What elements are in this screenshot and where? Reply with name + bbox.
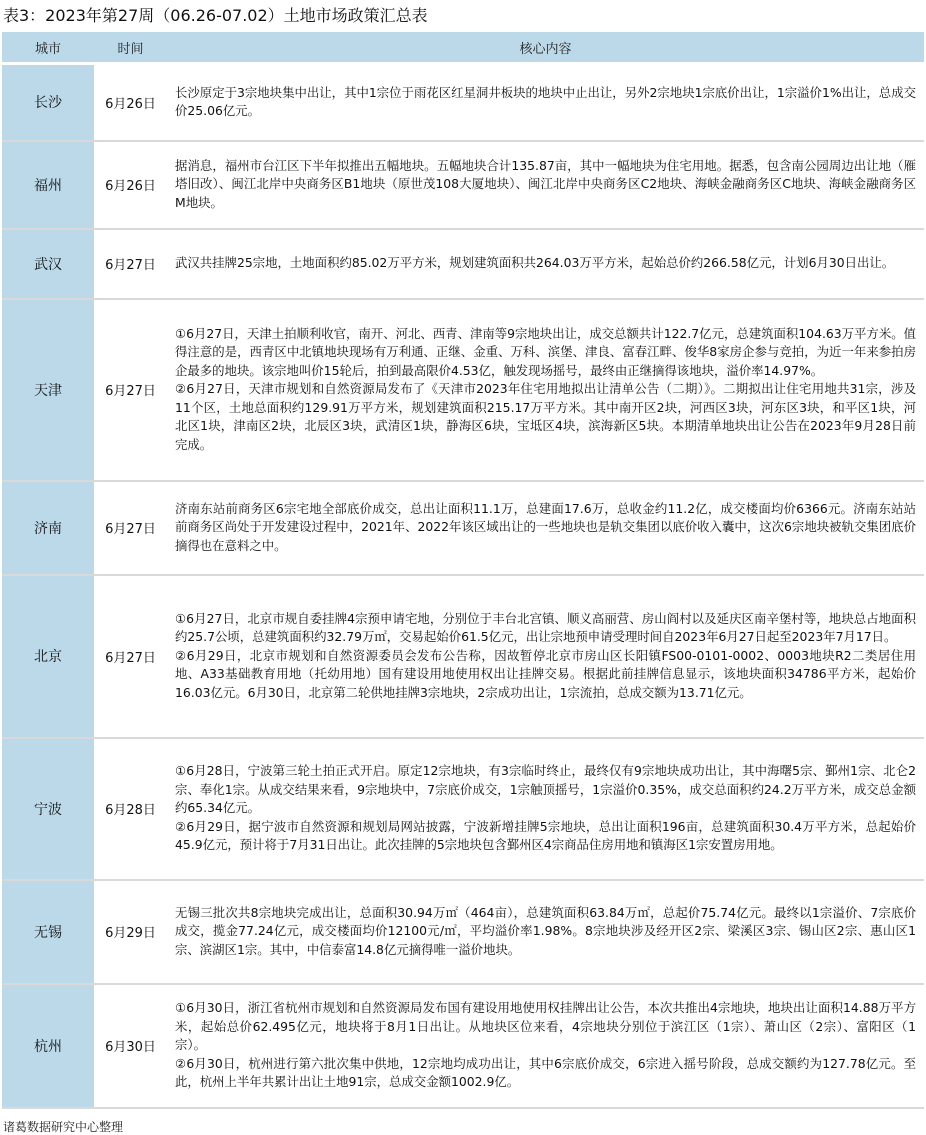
table-row [2, 141, 924, 229]
header-city: 城市 [2, 32, 94, 64]
date-cell: 6月27日 [94, 229, 167, 299]
table-row [2, 229, 924, 299]
content-paragraph: ②6月29日，据宁波市自然资源和规划局网站披露，宁波新增挂牌5宗地块，总出让面积196亩，总建筑面积30.4万平方米，总起始价45.9亿元，预计将于7月31日出让。此次挂牌的5宗地块包含鄞州区4宗商品住房用地和镇海区1宗安置房用地。 [175, 818, 916, 853]
content-paragraph: ①6月27日，北京市规自委挂牌4宗预申请宅地，分别位于丰台北宫镇、顺义高丽营、房山阎村以及延庆区南辛堡村等，地块总占地面积约25.7公顷，总建筑面积约32.79万㎡，交易起始价61.5亿元，出让宗地预申请受理时间自2023年6月27日起至2023年7月17日。 [175, 610, 916, 645]
table-title: 表3：2023年第27周（06.26-07.02）土地市场政策汇总表 [3, 6, 428, 25]
date-cell: 6月30日 [94, 984, 167, 1108]
source-note: 诸葛数据研究中心整理 [3, 1120, 124, 1134]
city-cell: 武汉 [2, 229, 94, 299]
content-cell [167, 229, 924, 299]
content-paragraph: ②6月29日，北京市规划和自然资源委员会发布公告称，因故暂停北京市房山区长阳镇FS00-0101-0002、0003地块R2二类居住用地、A33基础教育用地（托幼用地）国有建设用地使用权出让挂牌交易。根据此前挂牌信息显示，该地块面积34786平方米，起始价16.03亿元。6月30日，北京第二轮供地挂牌3宗地块，2宗成功出让，1宗流拍，总成交额为13.71亿元。 [175, 647, 916, 700]
content-cell [167, 880, 924, 984]
city-cell: 长沙 [2, 64, 94, 141]
header-date: 时间 [94, 32, 167, 64]
content-paragraph: ①6月30日，浙江省杭州市规划和自然资源局发布国有建设用地使用权挂牌出让公告，本次共推出4宗地块，地块出让面积14.88万平方米，起始总价62.495亿元，地块将于8月1日出让。从地块区位来看，4宗地块分别位于滨江区（1宗）、萧山区（2宗）、富阳区（1宗）。 [175, 1000, 916, 1053]
content-cell [167, 141, 924, 229]
table-row [2, 880, 924, 984]
content-paragraph: ②6月27日，天津市规划和自然资源局发布了《天津市2023年住宅用地拟出让清单公告（二期）》。二期拟出让住宅用地共31宗，涉及11个区，土地总面积约129.91万平方米，规划建筑面积215.17万平方米。其中南开区2块，河西区3块，河东区3块，和平区1块，河北区1块，津南区2块，北辰区3块，武清区1块，静海区6块，宝坻区4块，滨海新区5块。本期清单地块出让公告在2023年9月28日前完成。 [175, 381, 916, 452]
date-cell: 6月29日 [94, 880, 167, 984]
content-paragraph: 无锡三批次共8宗地块完成出让，总面积30.94万㎡（464亩），总建筑面积63.84万㎡，总起价75.74亿元。最终以1宗溢价、7宗底价成交，揽金77.24亿元，成交楼面均价12100元/㎡，平均溢价率1.98%。8宗地块涉及经开区2宗、梁溪区3宗、锡山区2宗、惠山区1宗、滨湖区1宗。其中，中信泰富14.8亿元摘得唯一溢价地块。 [175, 904, 916, 957]
city-cell: 北京 [2, 575, 94, 738]
date-cell: 6月28日 [94, 738, 167, 880]
city-cell: 无锡 [2, 880, 94, 984]
policy-table [2, 32, 924, 1109]
city-cell: 济南 [2, 481, 94, 575]
date-cell: 6月27日 [94, 299, 167, 481]
city-cell: 宁波 [2, 738, 94, 880]
date-cell: 6月26日 [94, 64, 167, 141]
city-cell: 杭州 [2, 984, 94, 1108]
content-cell [167, 481, 924, 575]
content-paragraph: 长沙原定于3宗地块集中出让，其中1宗位于雨花区红星洞井板块的地块中止出让，另外2宗地块1宗底价出让，1宗溢价1%出让，总成交价25.06亿元。 [175, 84, 916, 119]
header-row [2, 32, 924, 64]
content-cell [167, 984, 924, 1108]
content-cell [167, 64, 924, 141]
content-cell [167, 575, 924, 738]
table-row [2, 575, 924, 738]
content-cell [167, 738, 924, 880]
date-cell: 6月26日 [94, 141, 167, 229]
table-row [2, 299, 924, 481]
content-paragraph: 济南东站前商务区6宗宅地全部底价成交，总出让面积11.1万，总建面17.6万，总收金约11.2亿，成交楼面均价6366元。济南东站站前商务区尚处于开发建设过程中，2021年、2022年该区域出让的一些地块也是轨交集团以底价收入囊中，这次6宗地块被轨交集团底价摘得也在意料之中。 [175, 500, 916, 553]
header-content: 核心内容 [167, 32, 924, 64]
table-row [2, 738, 924, 880]
table-row [2, 984, 924, 1108]
city-cell: 天津 [2, 299, 94, 481]
content-paragraph: 据消息，福州市台江区下半年拟推出五幅地块。五幅地块合计135.87亩，其中一幅地块为住宅用地。据悉，包含南公园周边出让地（雁塔旧改）、闽江北岸中央商务区B1地块（原世茂108大厦地块）、闽江北岸中央商务区C2地块、海峡金融商务区C地块、海峡金融商务区M地块。 [175, 157, 916, 210]
content-paragraph: ①6月27日，天津土拍顺利收官，南开、河北、西青、津南等9宗地块出让，成交总额共计122.7亿元，总建筑面积104.63万平方米。值得注意的是，西青区中北镇地块现场有万利通、正继、金重、万科、滨堡、津良、富春江畔、俊华8家房企参与竞拍，为近一年来参拍房企最多的地块。该宗地叫价15轮后，拍到最高限价4.53亿，触发现场摇号，最终由正继摘得该地块，溢价率14.97%。 [175, 325, 916, 378]
date-cell: 6月27日 [94, 575, 167, 738]
content-paragraph: ②6月30日，杭州进行第六批次集中供地，12宗地均成功出让，其中6宗底价成交，6宗进入摇号阶段，总成交额约为127.78亿元。至此，杭州上半年共累计出让土地91宗，总成交金额1002.9亿。 [175, 1055, 916, 1090]
content-cell [167, 299, 924, 481]
city-cell: 福州 [2, 141, 94, 229]
table-row [2, 481, 924, 575]
content-paragraph: ①6月28日，宁波第三轮土拍正式开启。原定12宗地块，有3宗临时终止，最终仅有9宗地块成功出让，其中海曙5宗、鄞州1宗、北仑2宗、奉化1宗。从成交结果来看，9宗地块中，7宗底价成交，1宗触顶摇号，1宗溢价0.35%，成交总面积约24.2万平方米，成交总金额约65.34亿元。 [175, 763, 916, 816]
table-row [2, 64, 924, 141]
date-cell: 6月27日 [94, 481, 167, 575]
content-paragraph: 武汉共挂牌25宗地，土地面积约85.02万平方米，规划建筑面积共264.03万平方米，起始总价约266.58亿元，计划6月30日出让。 [175, 255, 895, 271]
